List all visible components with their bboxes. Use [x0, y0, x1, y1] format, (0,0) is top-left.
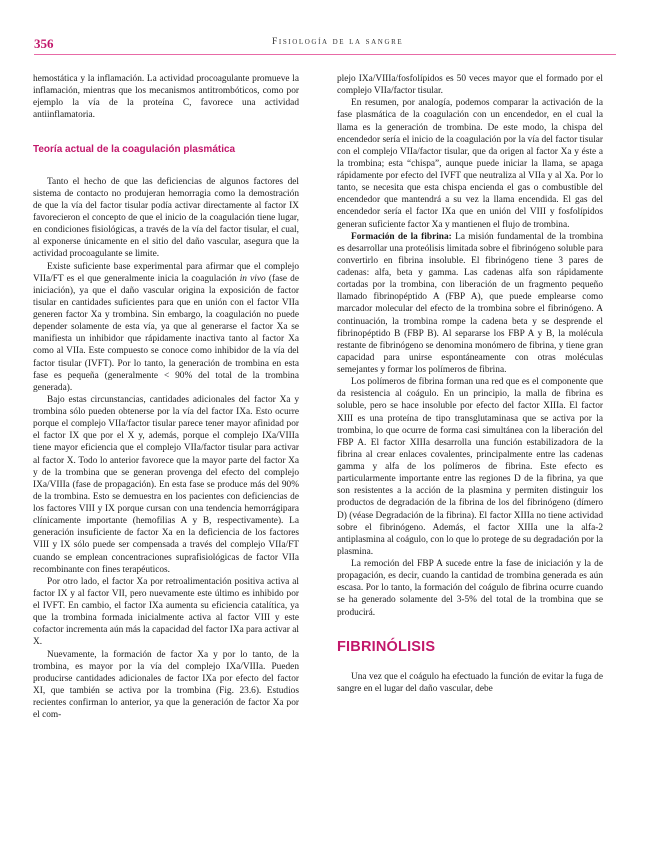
- inline-heading: Formación de la fibrina:: [351, 231, 452, 242]
- page-number: 356: [34, 36, 54, 51]
- right-column: [337, 73, 603, 695]
- paragraph: [337, 231, 603, 377]
- header-rule: [34, 54, 616, 55]
- paragraph: Una vez que el coágulo ha efectuado la función de evitar la fuga de sangre en el lugar del daño vascular, debe: [337, 671, 603, 694]
- paragraph: En resumen, por analogía, podemos comparar la activación de la fase plasmática de la coagulación con un encendedor, en el cual la llama es la generación de trombina. De este modo, la chispa del encendedor sería el inicio de la coagulación por la vía del factor tisular con el complejo VIIa/factor tisular, que da origen al factor Xa y éste a la trombina; esta “chispa”, aunque puede iniciar la llama, se apaga rápidamente por efecto del IVFT que neutraliza al VIIa y al Xa. Por lo tanto, se necesita que esta chispa encienda el gas o combustible del encendedor que mantendrá a su vez la llama encendida. El gas del encendedor sería el factor IXa que en unión del VIII y fosfolípidos generan suficiente factor Xa y mantienen el flujo de trombina.: [337, 98, 603, 230]
- paragraph: Los polímeros de fibrina forman una red que es el componente que da resistencia al coágulo. En un principio, la malla de fibrina es soluble, pero se hace insoluble por efecto del factor XIIIa. El factor XIII es una proteína de tipo transglutaminasa que se activa por la trombina, lo que ocurre de forma casi simultánea con la liberación del FBP A. El factor XIIIa desarrolla una función estabilizadora de la fibrina al crear enlaces covalentes, principalmente entre las cadenas gamma y alfa de los polímeros de fibrina. Este efecto es particularmente importante entre las regiones D de la fibrina, ya que son resistentes a la acción de la plasmina y permiten distinguir los productos de degradación de la fibrina de los del fibrinógeno (dímero D) (véase Degradación de la fibrina). El factor XIIIa no tiene actividad sobre el fibrinógeno. Además, el factor XIIIa une la alfa-2 antiplasmina al coágulo, con lo que lo protege de su degradación por la plasmina.: [337, 377, 603, 557]
- italic-term: in vivo: [239, 273, 266, 284]
- text-run: (fase de iniciación), ya que el daño vascular origina la exposición de factor tisular en cantidades suficientes para que en unión con el factor VIIa generen factor Xa y trombina. Sin embargo, la coagulación no puede depender solamente de esta vía, ya que al generarse el factor Xa se manifiesta un inhibidor que rápidamente inactiva tanto al factor Xa como al VIIa. Este compuesto se conoce como inhibidor de la vía del factor tisular (IVFT). Por lo tanto, la generación de trombina en esta fase es pequeña (generalmente < 90% del total de la trombina generada).: [33, 273, 299, 393]
- text-run: La misión fundamental de la trombina es desarrollar una proteólisis limitada sobre el fibrinógeno soluble para convertirlo en fibrina insoluble. El fibrinógeno tiene 3 pares de cadenas: alfa, beta y gamma. Las cadenas alfa son rápidamente cortadas por la trombina, con liberación de un fragmento pequeño llamado fibrinopéptido A (FBP A), que puede emplearse como marcador molecular del efecto de la trombina sobre el fibrinógeno. A continuación, la trombina rompe la cadena beta y se desprende el fibrinopéptido B (FBP B). Al separarse los FBP A y B, la molécula restante de fibrinógeno se denomina monómero de fibrina, y tiene gran capacidad para unirse espontáneamente con otras moléculas semejantes y formar los polímeros de fibrina.: [337, 231, 603, 375]
- paragraph: Tanto el hecho de que las deficiencias de algunos factores del sistema de contacto no produjeran hemorragia como la demostración de que la vía del factor tisular podía activar directamente al factor IX favorecieron el concepto de que el inicio de la coagulación tiene lugar, en condiciones fisiológicas, a través de la vía del factor tisular, el cual, al exponerse únicamente en el sitio del daño vascular, asegura que la actividad procoagulante se limite.: [33, 176, 299, 260]
- section-heading: FIBRINÓLISIS: [337, 638, 436, 655]
- text-run: Existe suficiente base experimental para afirmar que el complejo VIIa/FT es el que generalmente inicia la coagulación: [33, 261, 299, 284]
- running-title: Fisiología de la sangre: [272, 37, 404, 47]
- subheading: Teoría actual de la coagulación plasmática: [33, 143, 236, 155]
- paragraph: [33, 261, 299, 394]
- page-header: [34, 36, 616, 56]
- left-column: [33, 73, 299, 721]
- paragraph: La remoción del FBP A sucede entre la fase de iniciación y la de propagación, es decir, cuando la cantidad de trombina generada es aún escasa. Por lo tanto, la formación del coágulo de fibrina ocurre cuando se ha generado solamente del 3-5% del total de la trombina que se producirá.: [337, 559, 603, 618]
- intro-paragraph: hemostática y la inflamación. La actividad procoagulante promueve la inflamación, mientras que los mecanismos antitrombóticos, como por ejemplo la vía de la proteína C, favorece una actividad antiinflamatoria.: [33, 74, 299, 121]
- paragraph: Bajo estas circunstancias, cantidades adicionales del factor Xa y trombina sólo pueden obtenerse por la vía del factor IXa. Esto ocurre porque el complejo VIIa/factor tisular parece tener mayor afinidad por el factor IX que por el X y, además, porque el complejo IXa/VIIIa tiene mayor eficiencia que el complejo VIIa/factor tisular para activar al factor X. Todo lo anterior favorece que la mayor parte del factor Xa y de la trombina que se generan provenga del efecto del complejo IXa/VIIIa (fase de propagación). En esta fase se produce más del 90% de la trombina. Esto se demuestra en los pacientes con deficiencias de los factores VIII y IX porque cursan con una tendencia hemorrágipara clínicamente importante (hemofilias A y B, respectivamente). La generación insuficiente de factor Xa en la deficiencia de los factores VIII y IX sólo puede ser compensada a través del complejo VIIa/FT cuando se emplean concentraciones suprafisiológicas de factor VIIa recombinante con fines terapéuticos.: [33, 394, 299, 575]
- paragraph: Nuevamente, la formación de factor Xa y por lo tanto, de la trombina, es mayor por la vía del complejo IXa/VIIIa. Pueden producirse cantidades adicionales de factor IXa por efecto del factor XI, que también se activa por la trombina (Fig. 23.6). Estudios recientes confirman lo anterior, ya que la generación de factor Xa por el com-: [33, 649, 299, 721]
- paragraph: Por otro lado, el factor Xa por retroalimentación positiva activa al factor IX y al factor VII, pero nuevamente este último es inhibido por el IVFT. En cambio, el factor IXa aumenta su eficiencia catalítica, ya que la trombina formada inicialmente activa al factor VIII y este cofactor incrementa aún más la capacidad del factor IXa para activar al X.: [33, 576, 299, 648]
- continued-paragraph: plejo IXa/VIIIa/fosfolípidos es 50 veces mayor que el formado por el complejo VIIa/factor tisular.: [337, 74, 603, 97]
